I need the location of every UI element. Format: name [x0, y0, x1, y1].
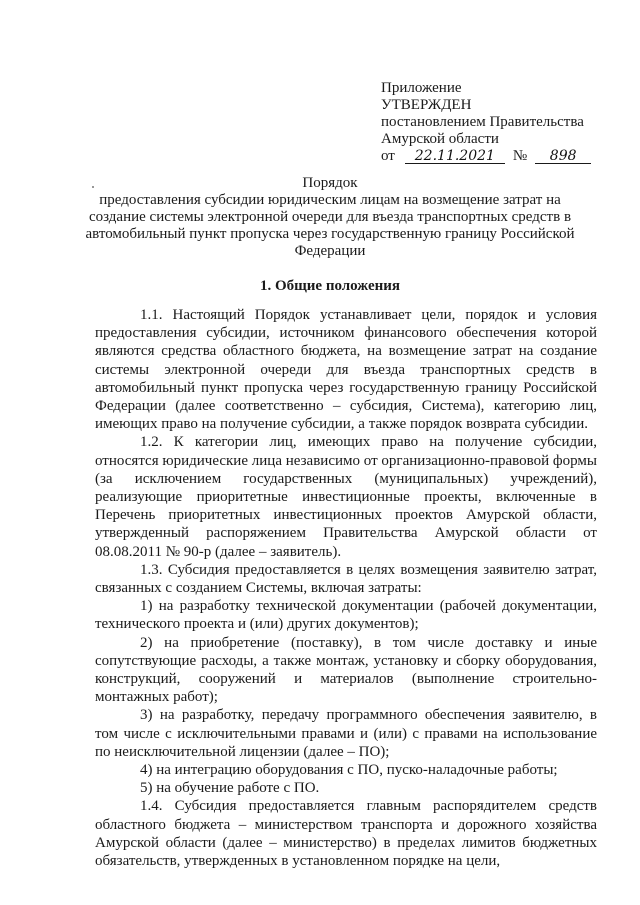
approval-region-label: Амурской области	[381, 131, 499, 147]
approval-date-number-line	[381, 148, 621, 165]
paragraph-1-2: 1.2. К категории лиц, имеющих право на получение субсидии, относятся юридические лица независимо от организационно-правовой формы (за исключением государственных (муниципальных) учреждений), реализующие приоритетные инвестиционные проекты, включенные в Перечень приоритетных инвестиционных проектов Амурской области, утвержденный распоряжением Правительства Амурской области от 08.08.2011 № 90-р (далее – заявитель).	[95, 434, 597, 560]
list-item-3: 3) на разработку, передачу программного обеспечения заявителю, в том числе с исключительными правами и (или) с правами на использование по неисключительной лицензии (далее – ПО);	[95, 707, 597, 760]
list-item-2: 2) на приобретение (поставку), в том числе доставку и иные сопутствующие расходы, а также монтаж, установку и сборку оборудования, конструкций, сооружений и материалов (выполнение строительно-монтажных работ);	[95, 634, 597, 706]
document-subtitle: предоставления субсидии юридическим лицам на возмещение затрат на создание системы электронной очереди для въезда транспортных средств в автомобильный пункт пропуска через государственную границу Российской Федерации	[85, 192, 575, 259]
list-item-4: 4) на интеграцию оборудования с ПО, пуско-наладочные работы;	[140, 762, 558, 779]
list-item-5: 5) на обучение работе с ПО.	[140, 780, 320, 797]
approval-block	[381, 80, 621, 165]
paragraph-1-4: 1.4. Субсидия предоставляется главным распорядителем средств областного бюджета – министерством транспорта и дорожного хозяйства Амурской области (далее – министерство) в пределах лимитов бюджетных обязательств, утвержденных в установленном порядке на цели,	[95, 798, 597, 870]
approval-appendix-label: Приложение	[381, 80, 462, 96]
approval-number-label: №	[512, 148, 528, 164]
approval-date-handwritten: 22.11.2021	[405, 149, 505, 164]
approval-decree-label: постановлением Правительства	[381, 114, 584, 130]
approval-from-label: от	[381, 148, 395, 164]
approval-number-handwritten: 898	[535, 149, 591, 164]
document-title: Порядок	[302, 175, 358, 191]
paragraph-1-3: 1.3. Субсидия предоставляется в целях возмещения заявителю затрат, связанных с созданием Системы, включая затраты:	[95, 561, 597, 597]
approval-approved-label: УТВЕРЖДЕН	[381, 97, 472, 113]
paragraph-1-1: 1.1. Настоящий Порядок устанавливает цели, порядок и условия предоставления субсидии, источником финансового обеспечения которой являются средства областного бюджета, на возмещение затрат на создание системы электронной очереди для въезда транспортных средств в автомобильный пункт пропуска через государственную границу Российской Федерации (далее соответственно – субсидия, Система), категорию лиц, имеющих право на получение субсидии, а также порядок возврата субсидии.	[95, 307, 597, 433]
list-item-1: 1) на разработку технической документации (рабочей документации, технического проекта и (или) других документов);	[95, 598, 597, 633]
document-body	[95, 306, 597, 870]
section-heading: 1. Общие положения	[259, 278, 401, 294]
